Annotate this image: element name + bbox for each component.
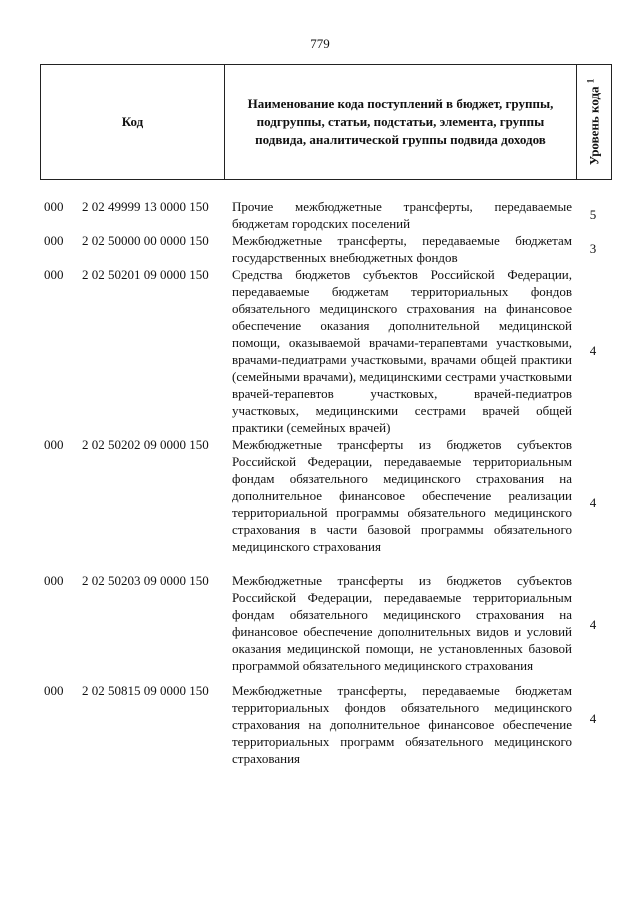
table-header [40, 64, 612, 180]
page-number: 779 [310, 36, 330, 51]
row-level: 3 [589, 241, 597, 256]
row-level: 4 [589, 495, 597, 510]
row-name: Межбюджетные трансферты из бюджетов субъектов Российской Федерации, передаваемые территориальным фондам обязательного медицинского страхования на финансовое обеспечение дополнительных видов и условий оказания медицинской помощи, не установленных базовой программой обязательного медицинского страхования [232, 573, 572, 673]
row-code: 2 02 50000 00 0000 150 [82, 233, 209, 248]
header-code: Код [41, 65, 225, 179]
row-prefix: 000 [44, 573, 64, 588]
row-code: 2 02 50202 09 0000 150 [82, 437, 209, 452]
row-name: Прочие межбюджетные трансферты, передаваемые бюджетам городских поселений [232, 199, 572, 231]
row-prefix: 000 [44, 199, 64, 214]
row-level: 5 [589, 207, 597, 222]
row-prefix: 000 [44, 267, 64, 282]
row-name: Межбюджетные трансферты из бюджетов субъектов Российской Федерации, передаваемые территориальным фондам обязательного медицинского страхования на дополнительное финансовое обеспечение реализации территориальной программы обязательного медицинского страхования в части базовой программы обязательного медицинского страхования [232, 437, 572, 554]
header-level-footnote: 1 [585, 78, 596, 84]
row-level: 4 [589, 711, 597, 726]
row-name: Межбюджетные трансферты, передаваемые бюджетам государственных внебюджетных фондов [232, 233, 572, 265]
row-level: 4 [589, 617, 597, 632]
row-level: 4 [589, 343, 597, 358]
row-code: 2 02 50815 09 0000 150 [82, 683, 209, 698]
row-name: Средства бюджетов субъектов Российской Федерации, передаваемые бюджетам территориальных фондов обязательного медицинского страхования на финансовое обеспечение оказания дополнительной медицинской помощи, оказываемой врачами-терапевтами участковыми, врачами-педиатрами участковыми, врачами общей практики (семейными врачами), медицинскими сестрами участковыми врачей-терапевтов участковых, врачей-педиатров участковых, медицинскими сестрами врачей общей практики (семейных врачей) [232, 267, 572, 435]
row-prefix: 000 [44, 233, 64, 248]
row-code: 2 02 49999 13 0000 150 [82, 199, 209, 214]
header-level [577, 65, 611, 179]
row-code: 2 02 50203 09 0000 150 [82, 573, 209, 588]
row-code: 2 02 50201 09 0000 150 [82, 267, 209, 282]
row-prefix: 000 [44, 437, 64, 452]
header-name: Наименование кода поступлений в бюджет, группы, подгруппы, статьи, подстатьи, элемента, группы подвида, аналитической группы подвида доходов [225, 65, 577, 179]
row-prefix: 000 [44, 683, 64, 698]
row-name: Межбюджетные трансферты, передаваемые бюджетам территориальных фондов обязательного медицинского страхования на дополнительное финансовое обеспечение территориальных программ обязательного медицинского страхования [232, 683, 572, 766]
header-level-label: Уровень кода [586, 86, 602, 166]
